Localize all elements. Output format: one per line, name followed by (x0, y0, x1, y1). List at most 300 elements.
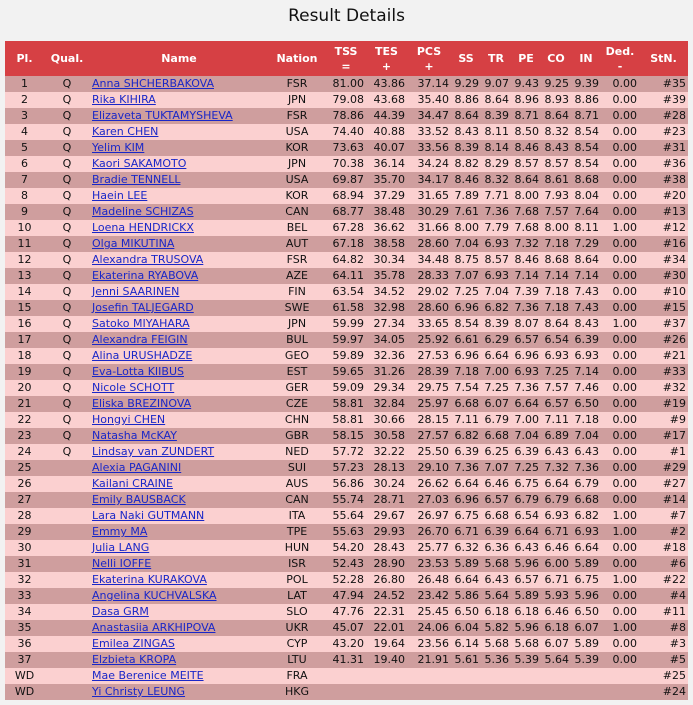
cell-co: 7.32 (541, 460, 571, 476)
cell-tes: 30.66 (366, 412, 407, 428)
cell-in: 6.43 (571, 444, 601, 460)
cell-nation: ITA (268, 508, 326, 524)
cell-name (90, 172, 268, 188)
cell-start-number: #25 (639, 668, 688, 684)
cell-pe: 8.96 (511, 92, 541, 108)
skater-name-link[interactable]: Yi Christy LEUNG (92, 685, 186, 698)
cell-in: 6.39 (571, 332, 601, 348)
cell-co: 8.68 (541, 252, 571, 268)
cell-name (90, 124, 268, 140)
cell-tss: 56.86 (326, 476, 366, 492)
cell-tr: 7.25 (481, 380, 511, 396)
cell-co: 6.43 (541, 444, 571, 460)
skater-name-link[interactable]: Lara Naki GUTMANN (92, 509, 205, 522)
cell-ss: 6.04 (451, 620, 481, 636)
skater-name-link[interactable]: Emily BAUSBACK (92, 493, 186, 506)
cell-nation: ISR (268, 556, 326, 572)
cell-co: 8.43 (541, 140, 571, 156)
cell-place: 16 (5, 316, 44, 332)
cell-tss: 67.28 (326, 220, 366, 236)
cell-tes: 43.86 (366, 76, 407, 92)
cell-ss: 6.39 (451, 444, 481, 460)
cell-tss: 61.58 (326, 300, 366, 316)
cell-pcs (407, 684, 451, 700)
cell-tr (481, 668, 511, 684)
header-start-number: StN. (639, 41, 688, 76)
cell-tr: 8.57 (481, 252, 511, 268)
skater-name-link[interactable]: Alexandra FEIGIN (92, 333, 188, 346)
cell-name (90, 684, 268, 700)
cell-ded: 0.00 (601, 492, 639, 508)
cell-name (90, 652, 268, 668)
cell-ded: 0.00 (601, 268, 639, 284)
cell-tes: 28.13 (366, 460, 407, 476)
cell-tes (366, 684, 407, 700)
cell-start-number: #6 (639, 556, 688, 572)
cell-start-number: #38 (639, 172, 688, 188)
cell-ss: 6.96 (451, 348, 481, 364)
cell-tss: 74.40 (326, 124, 366, 140)
cell-pe: 8.00 (511, 188, 541, 204)
skater-name-link[interactable]: Hongyi CHEN (92, 413, 166, 426)
table-row (5, 348, 688, 364)
cell-nation: TPE (268, 524, 326, 540)
table-row (5, 588, 688, 604)
cell-name (90, 380, 268, 396)
cell-name (90, 620, 268, 636)
cell-qual: Q (44, 348, 90, 364)
cell-ded: 0.00 (601, 428, 639, 444)
cell-nation: FSR (268, 76, 326, 92)
cell-place: 32 (5, 572, 44, 588)
cell-ss: 6.68 (451, 396, 481, 412)
cell-nation: JPN (268, 156, 326, 172)
cell-co: 6.89 (541, 428, 571, 444)
cell-pcs: 23.53 (407, 556, 451, 572)
skater-name-link[interactable]: Emilea ZINGAS (92, 637, 175, 650)
cell-place: 31 (5, 556, 44, 572)
cell-tr: 5.82 (481, 620, 511, 636)
cell-qual: Q (44, 108, 90, 124)
skater-name-link[interactable]: Mae Berenice MEITE (92, 669, 204, 682)
cell-tes: 22.31 (366, 604, 407, 620)
cell-tes: 32.36 (366, 348, 407, 364)
cell-start-number: #31 (639, 140, 688, 156)
cell-tes: 28.90 (366, 556, 407, 572)
cell-name (90, 540, 268, 556)
cell-pcs: 26.97 (407, 508, 451, 524)
cell-pcs: 28.15 (407, 412, 451, 428)
cell-start-number: #13 (639, 204, 688, 220)
skater-name-link[interactable]: Alina URUSHADZE (92, 349, 193, 362)
cell-tss: 57.23 (326, 460, 366, 476)
cell-in: 6.82 (571, 508, 601, 524)
cell-tes: 29.93 (366, 524, 407, 540)
cell-name (90, 556, 268, 572)
cell-ss: 8.43 (451, 124, 481, 140)
cell-pe: 7.00 (511, 412, 541, 428)
cell-qual: Q (44, 444, 90, 460)
cell-in: 5.89 (571, 636, 601, 652)
cell-co: 6.93 (541, 348, 571, 364)
cell-name (90, 108, 268, 124)
cell-tr: 7.00 (481, 364, 511, 380)
cell-ded (601, 684, 639, 700)
table-row (5, 252, 688, 268)
cell-ded: 0.00 (601, 412, 639, 428)
cell-ss: 8.46 (451, 172, 481, 188)
table-row (5, 508, 688, 524)
cell-pe: 6.43 (511, 540, 541, 556)
table-row (5, 572, 688, 588)
cell-nation: KOR (268, 140, 326, 156)
cell-nation: AZE (268, 268, 326, 284)
cell-tss: 64.11 (326, 268, 366, 284)
skater-name-link[interactable]: Nicole SCHOTT (92, 381, 175, 394)
cell-pe: 6.64 (511, 396, 541, 412)
cell-pcs: 26.70 (407, 524, 451, 540)
cell-tr: 7.79 (481, 220, 511, 236)
cell-nation: FRA (268, 668, 326, 684)
cell-ded: 1.00 (601, 220, 639, 236)
skater-name-link[interactable]: Dasa GRM (92, 605, 149, 618)
cell-tss: 52.43 (326, 556, 366, 572)
cell-in: 8.54 (571, 156, 601, 172)
cell-nation: EST (268, 364, 326, 380)
cell-tr: 6.68 (481, 428, 511, 444)
cell-nation: BEL (268, 220, 326, 236)
cell-ded: 1.00 (601, 572, 639, 588)
cell-co: 8.32 (541, 124, 571, 140)
cell-tes: 40.88 (366, 124, 407, 140)
header-name: Name (90, 41, 268, 76)
cell-qual: Q (44, 428, 90, 444)
cell-nation: GBR (268, 428, 326, 444)
cell-tss: 59.89 (326, 348, 366, 364)
skater-name-link[interactable]: Anna SHCHERBAKOVA (92, 77, 214, 90)
cell-tss: 41.31 (326, 652, 366, 668)
table-row (5, 124, 688, 140)
cell-tr: 6.79 (481, 412, 511, 428)
cell-tss: 59.65 (326, 364, 366, 380)
cell-name (90, 236, 268, 252)
cell-qual: Q (44, 204, 90, 220)
cell-co: 7.11 (541, 412, 571, 428)
cell-co: 9.25 (541, 76, 571, 92)
table-row (5, 652, 688, 668)
skater-name-link[interactable]: Elizaveta TUKTAMYSHEVA (92, 109, 233, 122)
results-body (5, 76, 688, 700)
cell-pe: 8.46 (511, 140, 541, 156)
cell-place: 4 (5, 124, 44, 140)
cell-tss: 55.74 (326, 492, 366, 508)
cell-qual: Q (44, 300, 90, 316)
cell-qual: Q (44, 156, 90, 172)
cell-pe: 6.39 (511, 444, 541, 460)
cell-tr: 8.14 (481, 140, 511, 156)
table-row (5, 604, 688, 620)
cell-pe: 7.39 (511, 284, 541, 300)
header-ded-op: - (617, 59, 623, 73)
cell-in: 7.36 (571, 460, 601, 476)
skater-name-link[interactable]: Rika KIHIRA (92, 93, 156, 106)
cell-place: WD (5, 668, 44, 684)
header-co: CO (541, 41, 571, 76)
cell-co: 6.07 (541, 636, 571, 652)
table-row (5, 444, 688, 460)
cell-tss: 47.94 (326, 588, 366, 604)
cell-start-number: #9 (639, 412, 688, 428)
header-place: Pl. (5, 41, 44, 76)
cell-name (90, 572, 268, 588)
cell-name (90, 76, 268, 92)
skater-name-link[interactable]: Ekaterina KURAKOVA (92, 573, 207, 586)
cell-name (90, 524, 268, 540)
cell-start-number: #23 (639, 124, 688, 140)
cell-place: 21 (5, 396, 44, 412)
cell-ded: 0.00 (601, 556, 639, 572)
skater-name-link[interactable]: Anastasiia ARKHIPOVA (92, 621, 216, 634)
skater-name-link[interactable]: Jenni SAARINEN (92, 285, 180, 298)
cell-tss: 55.63 (326, 524, 366, 540)
cell-tes: 36.62 (366, 220, 407, 236)
cell-ded: 0.00 (601, 636, 639, 652)
cell-ded: 0.00 (601, 604, 639, 620)
skater-name-link[interactable]: Haein LEE (92, 189, 148, 202)
header-tes-label: TES (375, 44, 398, 58)
cell-tes: 34.05 (366, 332, 407, 348)
cell-ss: 7.61 (451, 204, 481, 220)
cell-pe: 6.57 (511, 332, 541, 348)
cell-pe: 6.93 (511, 364, 541, 380)
skater-name-link[interactable]: Kailani CRAINE (92, 477, 173, 490)
cell-co (541, 668, 571, 684)
skater-name-link[interactable]: Bradie TENNELL (92, 173, 181, 186)
skater-name-link[interactable]: Loena HENDRICKX (92, 221, 194, 234)
cell-tss: 70.38 (326, 156, 366, 172)
cell-nation: GER (268, 380, 326, 396)
cell-name (90, 444, 268, 460)
skater-name-link[interactable]: Elzbieta KROPA (92, 653, 177, 666)
cell-pcs: 34.24 (407, 156, 451, 172)
cell-name (90, 604, 268, 620)
header-row (5, 41, 688, 76)
cell-start-number: #21 (639, 348, 688, 364)
cell-tes: 32.84 (366, 396, 407, 412)
cell-pe: 9.43 (511, 76, 541, 92)
cell-tes (366, 668, 407, 684)
cell-start-number: #22 (639, 572, 688, 588)
cell-name (90, 92, 268, 108)
cell-ss: 7.11 (451, 412, 481, 428)
cell-co: 7.25 (541, 364, 571, 380)
cell-ss: 6.64 (451, 476, 481, 492)
cell-qual (44, 620, 90, 636)
skater-name-link[interactable]: Julia LANG (92, 541, 150, 554)
cell-co: 8.93 (541, 92, 571, 108)
cell-pcs: 34.47 (407, 108, 451, 124)
header-tr: TR (481, 41, 511, 76)
header-pcs-label: PCS (416, 44, 442, 58)
skater-name-link[interactable]: Emmy MA (92, 525, 148, 538)
skater-name-link[interactable]: Eva-Lotta KIIBUS (92, 365, 184, 378)
cell-start-number: #33 (639, 364, 688, 380)
cell-nation: GEO (268, 348, 326, 364)
cell-qual: Q (44, 380, 90, 396)
cell-name (90, 156, 268, 172)
skater-name-link[interactable]: Satoko MIYAHARA (92, 317, 190, 330)
cell-co: 5.93 (541, 588, 571, 604)
cell-place: 19 (5, 364, 44, 380)
cell-co: 7.93 (541, 188, 571, 204)
table-row (5, 76, 688, 92)
cell-qual: Q (44, 140, 90, 156)
skater-name-link[interactable]: Lindsay van ZUNDERT (92, 445, 215, 458)
cell-nation: BUL (268, 332, 326, 348)
cell-name (90, 140, 268, 156)
cell-qual (44, 492, 90, 508)
cell-pcs: 29.75 (407, 380, 451, 396)
skater-name-link[interactable]: Angelina KUCHVALSKA (92, 589, 217, 602)
cell-in: 7.14 (571, 364, 601, 380)
skater-name-link[interactable]: Madeline SCHIZAS (92, 205, 194, 218)
cell-qual (44, 668, 90, 684)
cell-ss: 6.75 (451, 508, 481, 524)
cell-qual: Q (44, 316, 90, 332)
cell-co: 6.64 (541, 476, 571, 492)
cell-qual (44, 572, 90, 588)
cell-ss: 6.96 (451, 300, 481, 316)
cell-tr: 7.71 (481, 188, 511, 204)
cell-co: 7.14 (541, 268, 571, 284)
cell-start-number: #16 (639, 236, 688, 252)
cell-place: 12 (5, 252, 44, 268)
cell-tes: 26.80 (366, 572, 407, 588)
cell-tss (326, 684, 366, 700)
cell-nation: AUT (268, 236, 326, 252)
cell-place: 34 (5, 604, 44, 620)
cell-ss: 7.04 (451, 236, 481, 252)
skater-name-link[interactable]: Alexandra TRUSOVA (92, 253, 204, 266)
cell-place: 3 (5, 108, 44, 124)
cell-tr: 7.36 (481, 204, 511, 220)
table-row (5, 668, 688, 684)
skater-name-link[interactable]: Alexia PAGANINI (92, 461, 182, 474)
cell-nation: FIN (268, 284, 326, 300)
cell-pcs: 30.29 (407, 204, 451, 220)
cell-pcs: 33.56 (407, 140, 451, 156)
cell-tss: 58.81 (326, 396, 366, 412)
results-table (5, 41, 688, 700)
cell-pe: 8.64 (511, 172, 541, 188)
cell-name (90, 508, 268, 524)
cell-tr: 8.11 (481, 124, 511, 140)
cell-start-number: #15 (639, 300, 688, 316)
cell-tr: 5.68 (481, 636, 511, 652)
table-row (5, 236, 688, 252)
skater-name-link[interactable]: Karen CHEN (92, 125, 159, 138)
cell-tss: 79.08 (326, 92, 366, 108)
cell-co: 7.18 (541, 300, 571, 316)
cell-name (90, 316, 268, 332)
cell-pe: 5.39 (511, 652, 541, 668)
skater-name-link[interactable]: Kaori SAKAMOTO (92, 157, 187, 170)
cell-nation: POL (268, 572, 326, 588)
cell-tss: 47.76 (326, 604, 366, 620)
cell-qual (44, 540, 90, 556)
cell-start-number: #10 (639, 284, 688, 300)
cell-start-number: #36 (639, 156, 688, 172)
skater-name-link[interactable]: Natasha McKAY (92, 429, 177, 442)
cell-tr: 6.93 (481, 236, 511, 252)
table-row (5, 188, 688, 204)
cell-tes: 37.29 (366, 188, 407, 204)
cell-tr: 5.64 (481, 588, 511, 604)
cell-name (90, 588, 268, 604)
cell-in: 7.46 (571, 380, 601, 396)
cell-ded: 0.00 (601, 476, 639, 492)
cell-pe: 7.14 (511, 268, 541, 284)
cell-co: 6.18 (541, 620, 571, 636)
cell-in: 5.89 (571, 556, 601, 572)
cell-tss: 43.20 (326, 636, 366, 652)
skater-name-link[interactable]: Nelli IOFFE (92, 557, 152, 570)
cell-ss: 6.50 (451, 604, 481, 620)
cell-tr: 6.93 (481, 268, 511, 284)
skater-name-link[interactable]: Eliska BREZINOVA (92, 397, 192, 410)
cell-tss: 57.72 (326, 444, 366, 460)
cell-tr: 6.57 (481, 492, 511, 508)
cell-co: 6.46 (541, 540, 571, 556)
cell-ded: 0.00 (601, 332, 639, 348)
cell-pcs: 21.91 (407, 652, 451, 668)
cell-name (90, 412, 268, 428)
cell-pe: 7.25 (511, 460, 541, 476)
cell-co: 8.64 (541, 316, 571, 332)
cell-tss: 64.82 (326, 252, 366, 268)
cell-qual: Q (44, 172, 90, 188)
cell-tss (326, 668, 366, 684)
cell-qual (44, 476, 90, 492)
table-row (5, 108, 688, 124)
cell-ss: 6.61 (451, 332, 481, 348)
skater-name-link[interactable]: Josefin TALJEGARD (92, 301, 194, 314)
cell-ded: 0.00 (601, 348, 639, 364)
cell-tss: 59.09 (326, 380, 366, 396)
skater-name-link[interactable]: Olga MIKUTINA (92, 237, 175, 250)
cell-ss: 7.07 (451, 268, 481, 284)
skater-name-link[interactable]: Ekaterina RYABOVA (92, 269, 199, 282)
cell-tes: 35.70 (366, 172, 407, 188)
cell-name (90, 476, 268, 492)
cell-nation: JPN (268, 92, 326, 108)
cell-ss: 6.82 (451, 428, 481, 444)
cell-start-number: #35 (639, 76, 688, 92)
skater-name-link[interactable]: Yelim KIM (92, 141, 145, 154)
cell-ded: 0.00 (601, 380, 639, 396)
cell-name (90, 460, 268, 476)
table-row (5, 380, 688, 396)
cell-tr: 6.07 (481, 396, 511, 412)
cell-name (90, 300, 268, 316)
cell-start-number: #37 (639, 316, 688, 332)
cell-start-number: #4 (639, 588, 688, 604)
table-row (5, 284, 688, 300)
cell-nation: CAN (268, 492, 326, 508)
cell-co (541, 684, 571, 700)
table-row (5, 204, 688, 220)
cell-ded: 0.00 (601, 108, 639, 124)
